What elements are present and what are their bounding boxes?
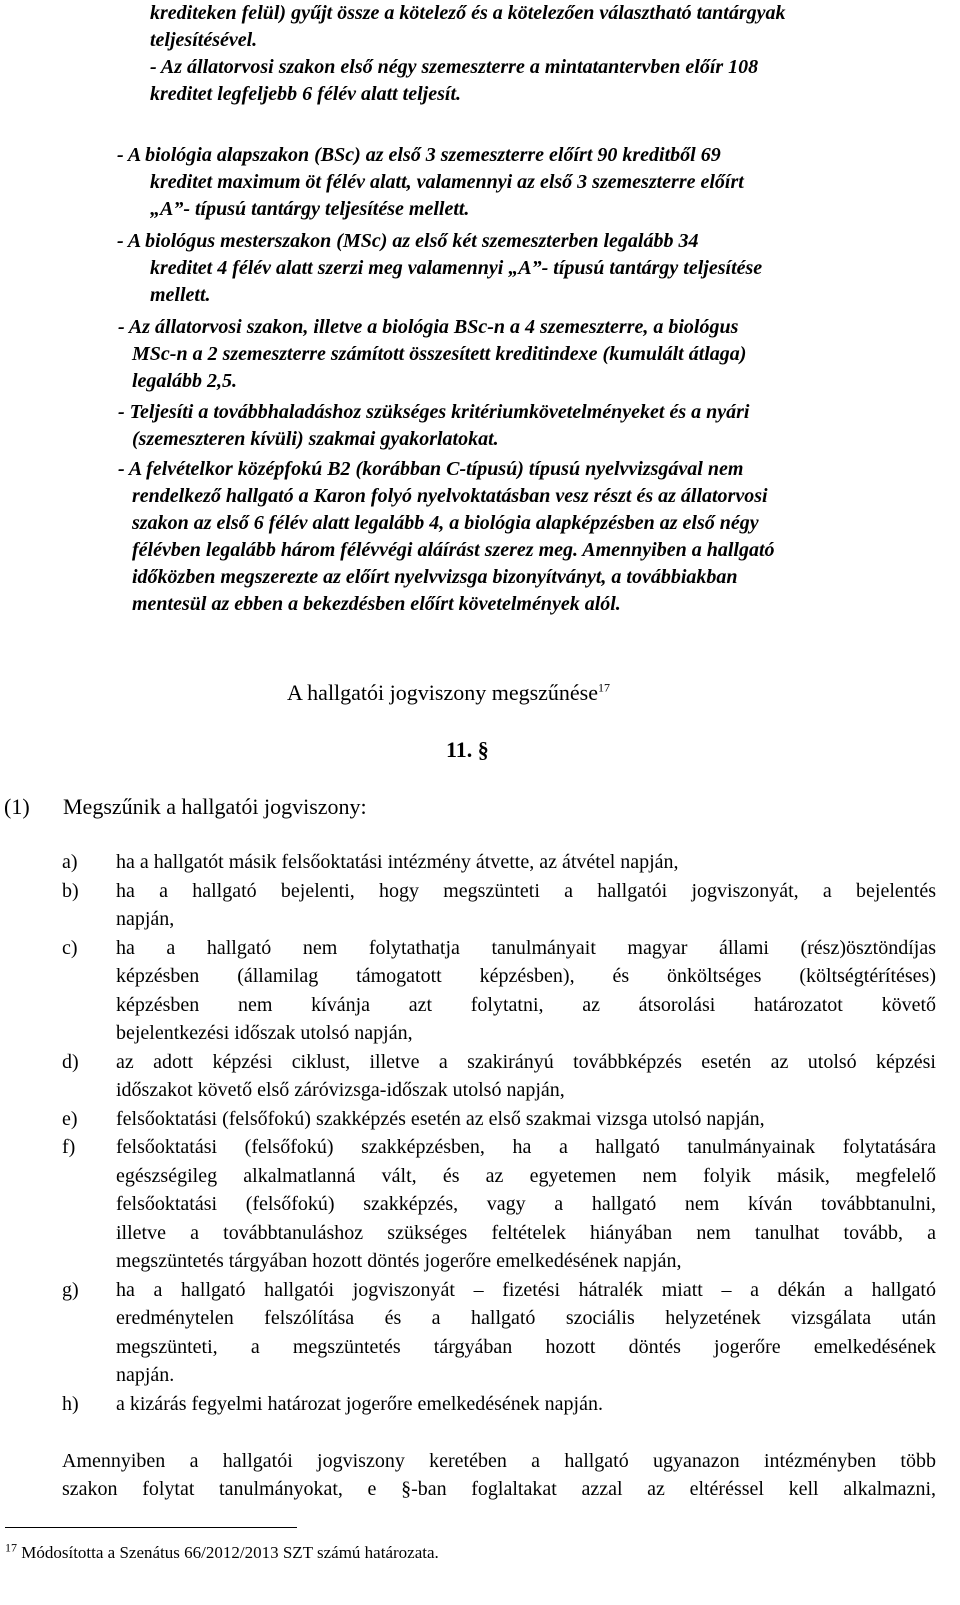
text-line: „A”- típusú tantárgy teljesítése mellett. [150,198,470,220]
list-item [62,934,936,1048]
text-line: rendelkező hallgató a Karon folyó nyelvoktatásban vesz részt és az állatorvosi [132,485,768,507]
list-item-label: h) [62,1392,79,1415]
credit-index-requirement [118,314,746,395]
list-item-line: ha a hallgató bejelenti, hogy megszünteti a hallgatói jogviszonyát, a bejelentés [116,879,936,902]
practice-requirement [118,399,749,453]
footnote-text: Módosította a Szenátus 66/2012/2013 SZT számú határozata. [21,1543,439,1562]
list-item-line: napján, [116,908,175,930]
language-requirement [118,456,775,618]
list-item-text [116,1133,936,1276]
list-item-line: felsőoktatási (felsőfokú) szakképzés, vagy a hallgató nem kíván továbbtanulni, [116,1193,936,1215]
msc-requirement [117,228,762,309]
intro-block [150,0,786,108]
heading-title: A hallgatói jogviszony megszűnése [287,680,598,705]
list-item-line: az adott képzési ciklust, illetve a szakirányú továbbképzés esetén az utolsó képzési [116,1050,936,1073]
list-item-line: képzésben (államilag támogatott képzésben), és önköltséges (költségtérítéses) [116,965,936,987]
list-item-line: időszakot követő első záróvizsga-időszak utolsó napján, [116,1079,565,1101]
text-line: - A biológia alapszakon (BSc) az első 3 szemeszterre előírt 90 kreditből 69 [117,144,721,166]
footnote [5,1540,439,1563]
text-line: kreditet 4 félév alatt szerzi meg valamennyi „A”- típusú tantárgy teljesítése [150,257,763,279]
list-item-line: napján. [116,1364,175,1386]
list-item [62,877,936,934]
items-container [62,848,936,1418]
list-item-text [116,1048,936,1105]
list-item [62,1133,936,1276]
paragraph-text: Megszűnik a hallgatói jogviszony: [63,794,367,819]
text-line: teljesítésével. [150,29,258,51]
list-item-label: e) [62,1107,78,1130]
list-item-label: g) [62,1278,79,1301]
text-line: félévben legalább három félévvégi aláírást szerez meg. Amennyiben a hallgató [132,539,775,561]
list-item-line: felsőoktatási (felsőfokú) szakképzésben, ha a hallgató tanulmányainak folytatására [116,1136,936,1158]
list-item-line: egészségileg alkalmatlanná vált, és az egyetemen nem folyik másik, megfelelő [116,1164,936,1187]
text-line: - Teljesíti a továbbhaladáshoz szükséges kritériumkövetelményeket és a nyári [118,401,750,423]
text-line: legalább 2,5. [132,370,237,392]
text-line: - Az állatorvosi szakon első négy szemeszterre a mintatantervben előír 108 [150,56,759,78]
text-line: mentesül az ebben a bekezdésben előírt követelmények alól. [132,593,621,615]
text-line: kreditet maximum öt félév alatt, valamennyi az első 3 szemeszterre előírt [150,171,744,193]
list-item [62,1390,936,1419]
text-line: (szemeszteren kívüli) szakmai gyakorlatokat. [132,428,499,450]
text-line: - A felvételkor középfokú B2 (korábban C-típusú) típusú nyelvvizsgával nem [118,458,744,480]
list-item-text [116,1105,936,1134]
section-heading [287,680,610,706]
list-item-label: b) [62,879,79,902]
list-item-line: ha a hallgató nem folytathatja tanulmányait magyar állami (rész)ösztöndíjas [116,936,936,959]
section-number: 11. § [446,737,489,762]
footnote-number: 17 [5,1540,17,1555]
list-item-label: c) [62,936,78,959]
paragraph-number: (1) [4,794,30,819]
list-item-line: megszüntetés tárgyában hozott döntés jogerőre emelkedésének napján, [116,1250,682,1272]
text-line: krediteken felül) gyűjt össze a kötelező és a kötelezően választható tantárgyak [150,2,786,24]
list-item-line: bejelentkezési időszak utolsó napján, [116,1022,413,1044]
list-item [62,1048,936,1105]
list-item-label: d) [62,1050,79,1073]
text-line: szakon az első 6 félév alatt legalább 4, a biológia alapképzésben az első négy [132,512,759,534]
closing-line: Amennyiben a hallgatói jogviszony keretében a hallgató ugyanazon intézményben több [62,1450,936,1472]
list-item-line: felsőoktatási (felsőfokú) szakképzés esetén az első szakmai vizsga utolsó napján, [116,1107,765,1130]
list-item-line: illetve a továbbtanuláshoz szükséges feltételek hiányában nem tanulhat tovább, a [116,1221,936,1244]
list-item-text [116,934,936,1048]
list-item-line: eredménytelen felszólítása és a hallgató szociális helyzetének vizsgálata után [116,1307,936,1329]
footnote-ref: 17 [598,680,610,695]
list-item-line: megszünteti, a megszüntetés tárgyában hozott döntés jogerőre emelkedésének [116,1335,936,1358]
list-item-text [116,1276,936,1390]
list-item-line: ha a hallgatót másik felsőoktatási intézmény átvette, az átvétel napján, [116,851,679,873]
text-line: kreditet legfeljebb 6 félév alatt teljesít. [150,83,462,105]
item-list [62,848,936,1418]
list-item [62,1105,936,1134]
list-item [62,1276,936,1390]
closing-paragraph [62,1447,936,1503]
bsc-requirement [117,142,744,223]
list-item-label: a) [62,851,78,873]
footnote-separator [5,1527,297,1528]
text-line: időközben megszerezte az előírt nyelvvizsga bizonyítványt, a továbbiakban [132,566,738,588]
list-item-text [116,877,936,934]
list-item [62,848,936,877]
list-item-line: a kizárás fegyelmi határozat jogerőre emelkedésének napján. [116,1392,603,1415]
list-item-line: ha a hallgató hallgatói jogviszonyát – fizetési hátralék miatt – a dékán a hallgató [116,1278,936,1301]
closing-line: szakon folytat tanulmányokat, e §-ban foglaltakat azzal az eltéréssel kell alkalmazni, [62,1478,936,1500]
list-item-text [116,848,936,877]
text-line: - Az állatorvosi szakon, illetve a biológia BSc-n a 4 szemeszterre, a biológus [118,316,739,338]
list-item-line: képzésben nem kívánja azt folytatni, az átsorolási határozatot követő [116,993,936,1016]
text-line: MSc-n a 2 szemeszterre számított összesített kreditindexe (kumulált átlaga) [132,343,747,365]
text-line: mellett. [150,284,211,306]
list-item-label: f) [62,1136,76,1158]
list-item-text [116,1390,936,1419]
text-line: - A biológus mesterszakon (MSc) az első két szemeszterben legalább 34 [117,230,699,252]
